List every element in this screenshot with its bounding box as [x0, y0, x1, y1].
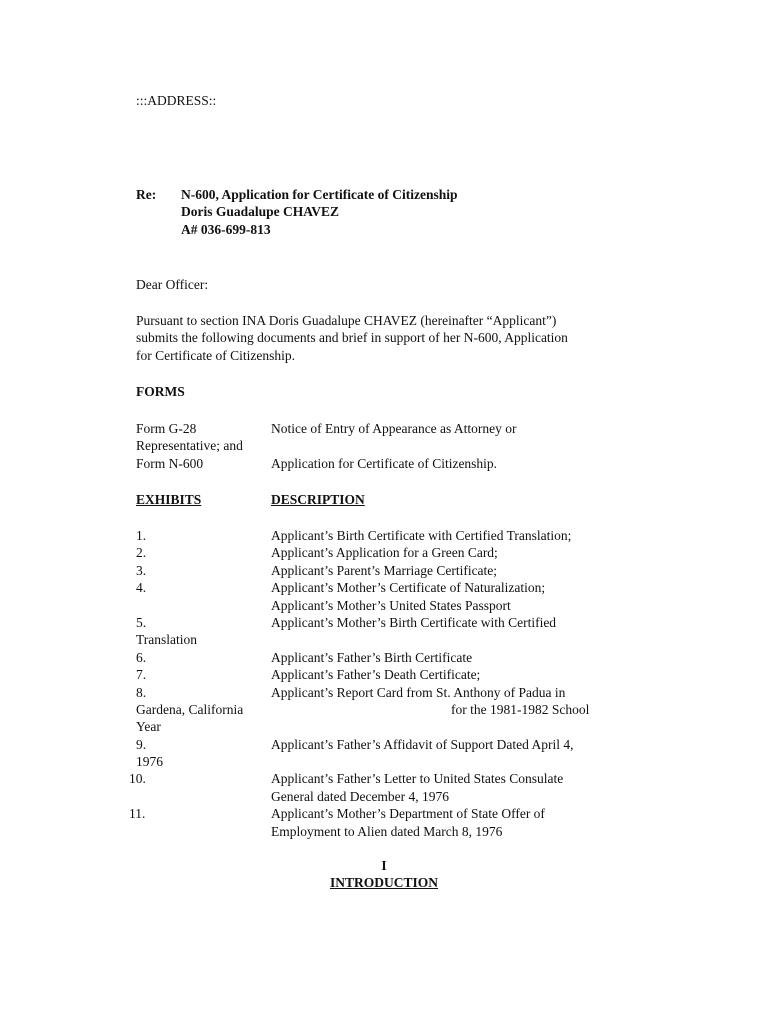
exhibits-heading: EXHIBITS [136, 492, 202, 507]
exhibit-row [129, 597, 629, 614]
description-heading: DESCRIPTION [271, 492, 365, 507]
re-line-applicant-name: Doris Guadalupe CHAVEZ [181, 204, 340, 220]
exhibit-row [129, 666, 629, 683]
exhibit-row [129, 788, 629, 805]
exhibit-description: Employment to Alien dated March 8, 1976 [271, 823, 503, 839]
exhibit-description-continued: for the 1981-1982 School [451, 701, 590, 717]
exhibit-description: Applicant’s Birth Certificate with Certified Translation; [271, 528, 572, 543]
exhibit-number: 7. [136, 667, 147, 683]
exhibit-number: 2. [136, 545, 147, 561]
exhibit-number: 4. [136, 580, 147, 596]
exhibit-description: Applicant’s Father’s Letter to United States Consulate [271, 771, 564, 787]
re-subject-block [181, 186, 457, 238]
section-title [0, 874, 768, 891]
exhibit-description: Applicant’s Father’s Affidavit of Support Dated April 4, [271, 736, 574, 752]
exhibit-row [129, 753, 629, 770]
exhibit-description: Applicant’s Father’s Birth Certificate [271, 649, 473, 665]
exhibit-row [129, 527, 629, 544]
exhibit-description: General dated December 4, 1976 [271, 788, 450, 804]
intro-line: Pursuant to section INA Doris Guadalupe CHAVEZ (hereinafter “Applicant”) [136, 313, 557, 328]
exhibit-description: Applicant’s Parent’s Marriage Certificate; [271, 562, 498, 578]
exhibit-row [129, 579, 629, 596]
exhibit-number: 1976 [136, 754, 163, 770]
exhibit-row [129, 631, 629, 648]
exhibit-row [129, 770, 629, 787]
exhibit-number: Year [136, 719, 161, 735]
exhibit-row [129, 614, 629, 631]
exhibit-number: 10. [129, 771, 146, 787]
exhibit-number: 1. [136, 528, 147, 543]
exhibit-number: 9. [136, 736, 147, 752]
exhibit-description: Applicant’s Father’s Death Certificate; [271, 667, 481, 683]
exhibit-number: 3. [136, 562, 147, 578]
exhibit-number: 8. [136, 684, 147, 700]
exhibit-row [129, 684, 629, 701]
form-name: Representative; and [136, 438, 243, 454]
exhibit-number: 5. [136, 614, 147, 630]
exhibit-number: Gardena, California [136, 701, 244, 717]
form-name: Form N-600 [136, 455, 204, 471]
form-description: Notice of Entry of Appearance as Attorney or [271, 421, 517, 436]
section-title-text: INTRODUCTION [329, 875, 438, 890]
exhibit-description: Applicant’s Application for a Green Card; [271, 545, 498, 561]
exhibit-row [129, 718, 629, 735]
exhibit-row [129, 562, 629, 579]
exhibit-description: Applicant’s Mother’s United States Passport [271, 597, 511, 613]
exhibits-list [129, 527, 629, 840]
exhibit-number: 6. [136, 649, 147, 665]
section-number-text: I [381, 858, 387, 873]
re-line-a-number: A# 036-699-813 [181, 221, 271, 237]
exhibit-row [129, 544, 629, 561]
exhibit-description: Applicant’s Mother’s Certificate of Naturalization; [271, 580, 546, 596]
exhibit-row [129, 649, 629, 666]
intro-line: for Certificate of Citizenship. [136, 347, 295, 363]
section-number [0, 857, 768, 874]
forms-heading: FORMS [136, 384, 185, 399]
intro-line: submits the following documents and brief in support of her N-600, Application [136, 330, 568, 346]
exhibit-number: Translation [136, 632, 198, 648]
exhibit-description: Applicant’s Report Card from St. Anthony of Padua in [271, 684, 566, 700]
address-placeholder: :::ADDRESS:: [136, 93, 217, 108]
exhibit-description: Applicant’s Mother’s Birth Certificate with Certified [271, 614, 557, 630]
exhibit-row [129, 736, 629, 753]
salutation: Dear Officer: [136, 277, 209, 292]
form-description: Application for Certificate of Citizenship. [271, 455, 498, 471]
exhibit-row [129, 701, 629, 718]
exhibit-row [129, 823, 629, 840]
intro-paragraph [136, 312, 636, 364]
exhibit-description: Applicant’s Mother’s Department of State Offer of [271, 806, 545, 822]
re-line-application: N-600, Application for Certificate of Citizenship [181, 187, 458, 202]
exhibit-row [129, 805, 629, 822]
form-name: Form G-28 [136, 421, 197, 436]
exhibit-number: 11. [129, 806, 146, 822]
re-label: Re: [136, 187, 157, 202]
